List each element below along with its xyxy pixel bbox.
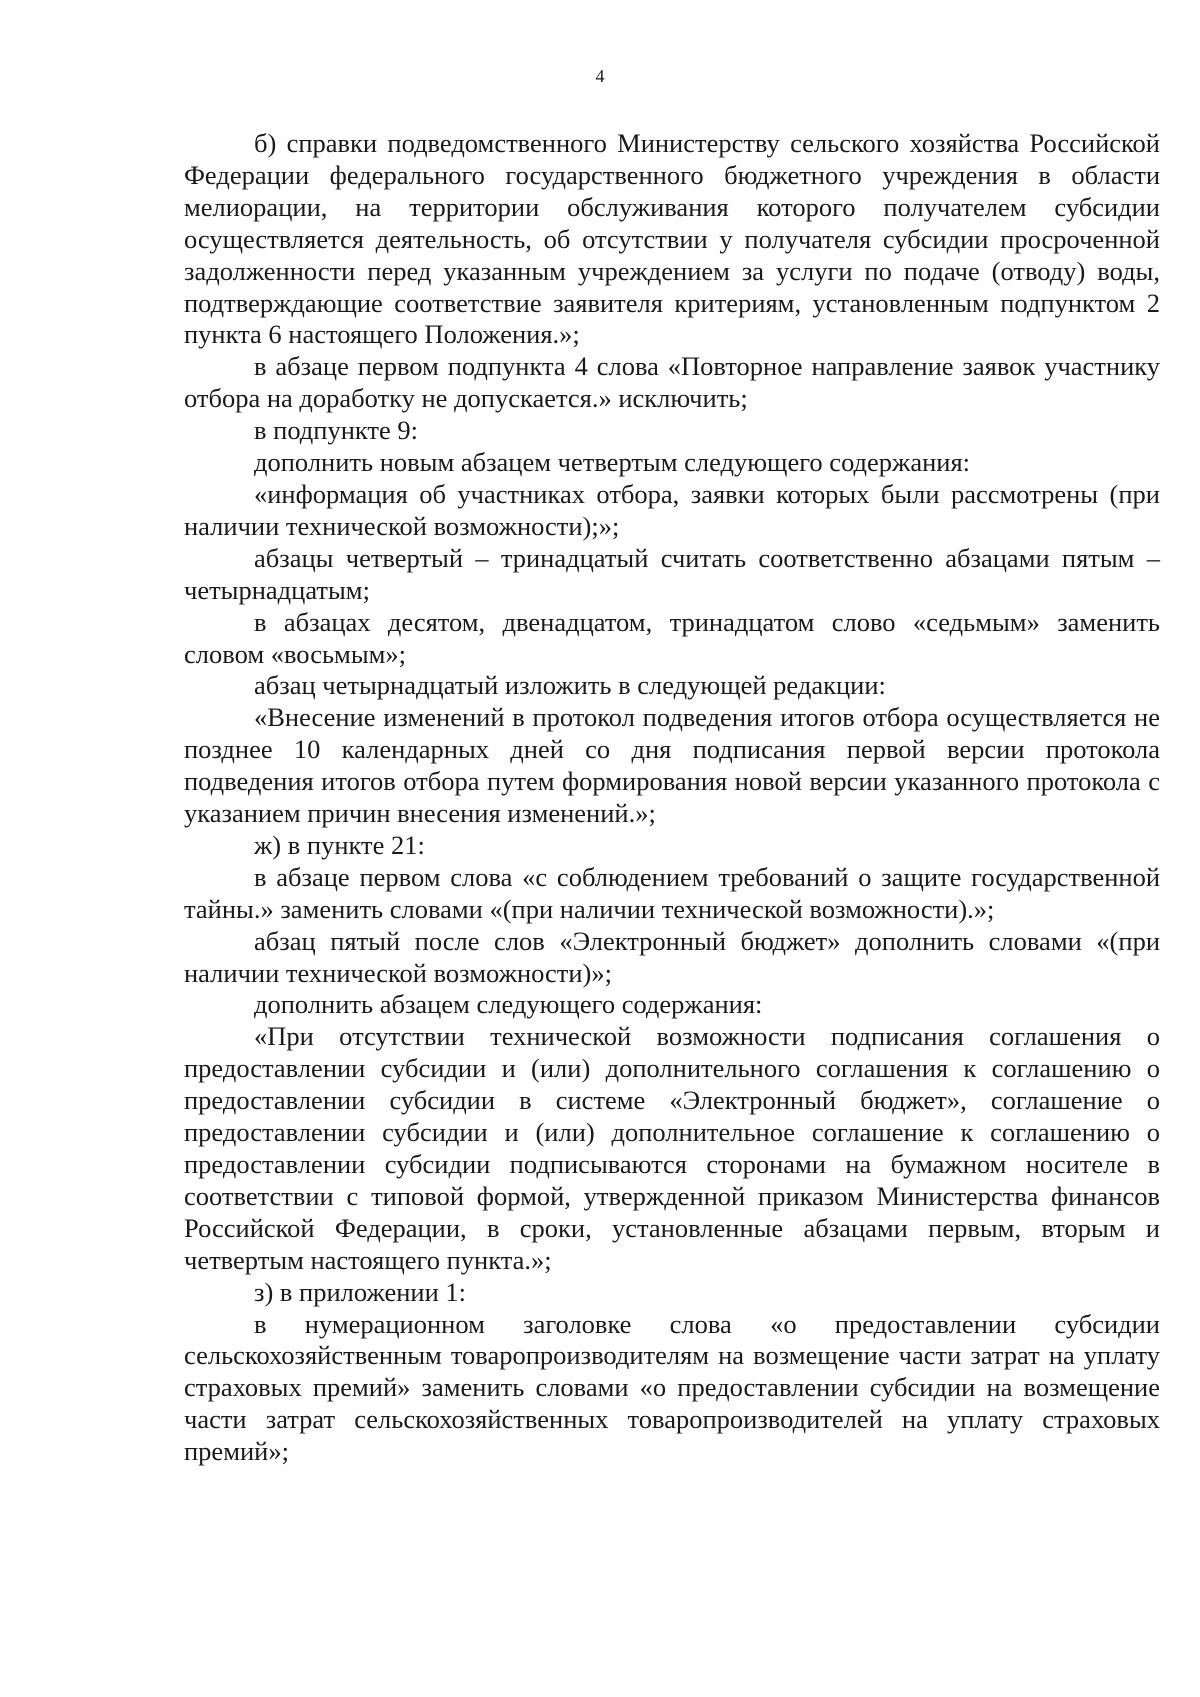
- paragraph-subitem-4: в абзаце первом подпункта 4 слова «Повторное направление заявок участнику отбора на доработку не допускается.» исключить;: [184, 351, 1160, 414]
- paragraph-add-fourth-abzac: дополнить новым абзацем четвертым следующего содержания:: [254, 447, 971, 478]
- paragraph-protocol-changes: «Внесение изменений в протокол подведения итогов отбора осуществляется не позднее 10 календарных дней со дня подписания первой версии протокола подведения итогов отбора путем формирования новой версии указанного протокола с указанием причин внесения изменений.»;: [184, 702, 1160, 829]
- paragraph-fourteenth-new-wording: абзац четырнадцатый изложить в следующей редакции:: [254, 670, 886, 701]
- paragraph-appendix-1-heading: з) в приложении 1:: [254, 1276, 466, 1307]
- paragraph-participants-info: «информация об участниках отбора, заявки которых были рассмотрены (при наличии технической возможности);»;: [184, 478, 1160, 541]
- paragraph-b-certificate: б) справки подведомственного Министерству сельского хозяйства Российской Федерации федерального государственного бюджетного учреждения в области мелиорации, на территории обслуживания которого получателем субсидии осуществляется деятельность, об отсутствии у получателя субсидии просроченной задолженности перед указанным учреждением за услуги по подаче (отводу) воды, подтверждающие соответствие заявителя критериям, установленным подпунктом 2 пункта 6 настоящего Положения.»;: [184, 128, 1160, 350]
- paragraph-numbering-heading: в нумерационном заголовке слова «о предоставлении субсидии сельскохозяйственным товаропроизводителям на возмещение части затрат на уплату страховых премий» заменить словами «о предоставлении субсидии на возмещение части затрат сельскохозяйственных товаропроизводителей на уплату страховых премий»;: [184, 1308, 1160, 1467]
- paragraph-item-21-heading: ж) в пункте 21:: [254, 829, 425, 860]
- paragraph-add-abzac: дополнить абзацем следующего содержания:: [254, 989, 763, 1020]
- page-number: 4: [595, 66, 605, 86]
- document-body: [184, 128, 1160, 1468]
- paragraph-paper-agreement: «При отсутствии технической возможности подписания соглашения о предоставлении субсидии и (или) дополнительного соглашения к соглашению о предоставлении субсидии в системе «Электронный бюджет», соглашение о предоставлении субсидии и (или) дополнительное соглашение к соглашению о предоставлении субсидии подписываются сторонами на бумажном носителе в соответствии с типовой формой, утвержденной приказом Министерства финансов Российской Федерации, в сроки, установленные абзацами первым, вторым и четвертым настоящего пункта.»;: [184, 1021, 1160, 1275]
- paragraph-state-secret: в абзаце первом слова «с соблюдением требований о защите государственной тайны.» заменить словами «(при наличии технической возможности).»;: [184, 861, 1160, 924]
- paragraph-electronic-budget: абзац пятый после слов «Электронный бюджет» дополнить словами «(при наличии технической возможности)»;: [184, 925, 1160, 988]
- paragraph-replace-seventh: в абзацах десятом, двенадцатом, тринадцатом слово «седьмым» заменить словом «восьмым»;: [184, 606, 1160, 669]
- paragraph-subitem-9-heading: в подпункте 9:: [254, 415, 419, 446]
- paragraph-renumber-abzacs: абзацы четвертый – тринадцатый считать соответственно абзацами пятым – четырнадцатым;: [184, 542, 1160, 605]
